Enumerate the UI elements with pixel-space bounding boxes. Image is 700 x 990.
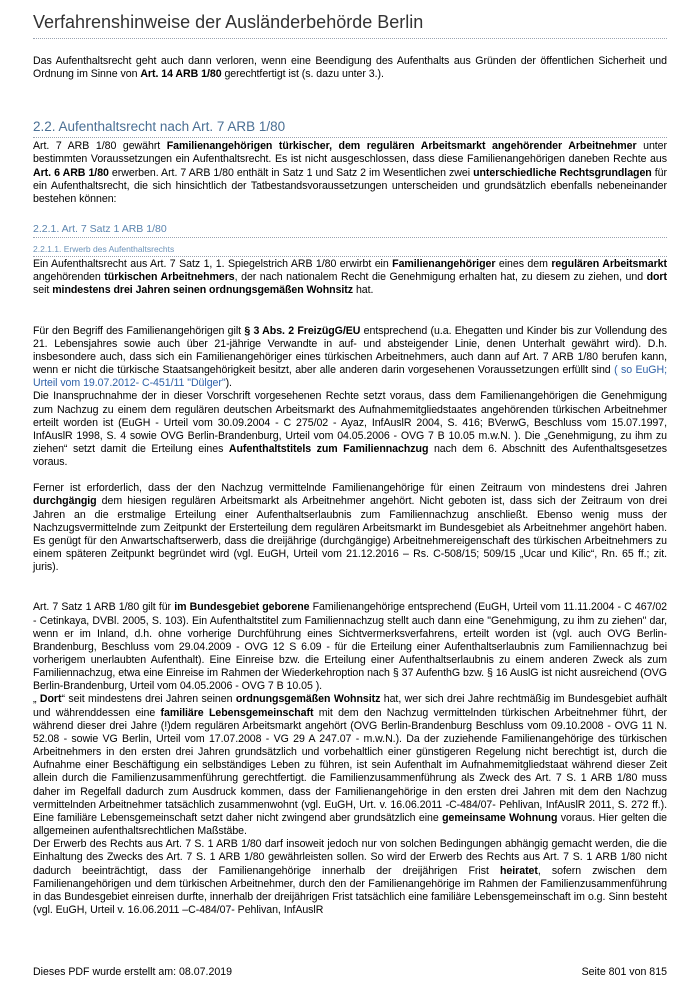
text-run: gerechtfertigt ist (s. dazu unter 3.). — [221, 68, 384, 81]
bold-run: Art. 6 ARB 1/80 — [33, 166, 109, 179]
text-run: , der nach nationalem Recht die Genehmigung erhalten hat, zu diesem zu ziehen, und — [234, 271, 647, 284]
bold-run: familiäre Lebensgemeinschaft — [160, 706, 314, 719]
text-run: Art. 7 ARB 1/80 gewährt — [33, 140, 167, 153]
bold-run: türkischen Arbeitnehmers — [104, 271, 235, 284]
text-run: unter bestimmten Voraussetzungen ein Aufenthaltsrecht. Es ist nicht ausgeschlossen, dass diese Familienangehörigen daneben Rechte aus — [33, 140, 667, 166]
text-run: „ — [33, 693, 40, 706]
bold-run: heiratet — [500, 864, 538, 877]
text-run: voraus. Hier gelten die allgemeinen aufenthaltsrechtlichen Maßstäbe. — [33, 811, 667, 838]
text-run: eines dem — [495, 258, 552, 271]
text-run: Ferner ist erforderlich, dass der den Nachzug vermittelnde Familienangehörige für einen Zeitraum von mindestens drei Jahren — [33, 482, 667, 495]
text-run: erwerben. Art. 7 ARB 1/80 enthält in Satz 1 und Satz 2 im Wesentlichen zwei — [108, 166, 474, 179]
section-heading-2-2: 2.2. Aufenthaltsrecht nach Art. 7 ARB 1/80 — [33, 118, 667, 138]
text-run: Ein Aufenthaltsrecht aus Art. 7 Satz 1, 1. Spiegelstrich ARB 1/80 erwirbt ein — [33, 258, 393, 271]
intro-paragraph — [33, 55, 667, 81]
text-run: nach dem 6. Abschnitt des Aufenthaltsgesetzes voraus. — [33, 442, 668, 469]
bold-run: Familienangehöriger — [392, 258, 496, 271]
text-run: ). — [225, 377, 232, 390]
text-run: Für den Begriff des Familienangehörigen gilt — [33, 324, 245, 337]
section-2-2-paragraph — [33, 140, 667, 206]
document-content — [33, 55, 667, 917]
bold-run: Art. 14 ARB 1/80 — [140, 68, 222, 81]
text-run: Familienangehörige entsprechend (EuGH, Urteil vom 11.11.2004 - C 467/02 - Cetinkaya, DVBl. 2005, S. 103). Ein Aufenthaltstitel zum Familiennachzug stellt auch dann eine "Genehmigung, zu ihm zu ziehen" dar, wenn er im Inland, d.h. ohne vorherige Durchführung eines Sichtvermerksverfahrens, erteilt worden ist (vgl. auch OVG Berlin-Brandenburg, Beschluss vom 29.04.2009 - OVG 12 S 6.09 - für die Erteilung einer Aufenthaltserlaubnis zum Familiennachzug bei vorherigem unerlaubten Aufenthalt). Eine Einreise bzw. die Erteilung einer Aufenthaltserlaubnis zu einem anderen Zweck als zum Familiennachzug, etwa eine Einreise im Rahmen der Wiederkehroption nach § 37 AufenthG bzw. § 16 AuslG ist nicht ausreichend (OVG Berlin-Brandenburg, Urteil vom 04.05.2006 - OVG 7 B 10.05 ). — [33, 601, 668, 693]
bold-run: Dort — [39, 693, 62, 706]
bold-run: Aufenthaltstitels zum Familiennachzug — [228, 442, 429, 455]
text-run: seit — [33, 284, 53, 297]
bold-run: unterschiedliche Rechtsgrundlagen — [473, 166, 652, 179]
text-run: hat. — [353, 284, 374, 297]
paragraph-erwerb — [33, 258, 667, 297]
text-run: Art. 7 Satz 1 ARB 1/80 gilt für — [33, 601, 175, 614]
text-run: für ein Aufenthaltsrecht, die sich hinsichtlich der Tatbestandsvoraussetzungen unterscheiden und grundsätzlich ebenfalls nebeneinander bestehen können: — [33, 166, 667, 205]
bold-run: dort — [646, 271, 667, 284]
section-heading-2-2-1-1: 2.2.1.1. Erwerb des Aufenthaltsrechts — [33, 244, 667, 257]
paragraph-dort-wohnsitz — [33, 693, 667, 838]
text-run: “ seit mindestens drei Jahren seinen — [61, 693, 236, 706]
text-run: Die Inanspruchnahme der in dieser Vorschrift vorgesehenen Rechte setzt voraus, dass dem Familienangehörigen die Genehmigung zum Nachzug zu einem dem regulären deutschen Arbeitsmarkt des Aufnahmemitgliedstaates angehörenden türkischen Arbeitnehmer erteilt worden ist (EuGH - Urteil vom 30.09.2004 - C 275/02 - Ayaz, InfAuslR 2004, S. 416; BVerwG, Beschluss vom 15.07.1997, InfAuslR 1998, S. 4 sowie OVG Berlin-Brandenburg, Urteil vom 04.05.2006 - OVG 7 B 10.05 m.w.N. ). Die „Genehmigung, zu ihm zu ziehen“ setzt damit die Erteilung eines — [33, 390, 667, 455]
footer-created-date: Dieses PDF wurde erstellt am: 08.07.2019 — [33, 966, 233, 978]
bold-run: im Bundesgebiet geborene — [174, 601, 310, 614]
paragraph-geborene — [33, 601, 667, 693]
text-run: angehörenden — [33, 271, 105, 284]
case-reference-link[interactable]: ( so EuGH; Urteil vom 19.07.2012- C-451/11 "Dülger" — [33, 364, 667, 390]
bold-run: gemeinsame Wohnung — [442, 811, 558, 824]
document-header-title: Verfahrenshinweise der Ausländerbehörde Berlin — [33, 10, 667, 39]
text-run: Der Erwerb des Rechts aus Art. 7 S. 1 ARB 1/80 darf insoweit jedoch nur von solchen Bedingungen abhängig gemacht werden, die die Einhaltung des Zwecks des Art. 7 S. 1 ARB 1/80 gewährleisten sollen. So wird der Erwerb des Rechts aus Art. 7 S. 1 ARB 1/80 nicht dadurch beeinträchtigt, dass der Familienangehörige innerhalb der dreijährigen Frist — [33, 838, 667, 877]
paragraph-ferner — [33, 482, 667, 574]
text-run: dem hiesigen regulären Arbeitsmarkt als Arbeitnehmer angehört. Nicht geboten ist, dass sich der Zeitraum von drei Jahren an die erstmalige Erteilung einer Aufenthaltserlaubnis zum Familiennachzug anschließt. Ebenso wenig muss der Nachzugsvermittelnde zum Zeitpunkt der Ersterteilung dem regulären Arbeitsmarkt im Bundesgebiet als Arbeitnehmer angehört haben. Es genügt für den Anwartschaftserwerb, dass die dreijährige (durchgängige) Arbeitnehmereigenschaft des türkischen Arbeitnehmers zu einem späteren Zeitpunkt begründet wird (vgl. EuGH, Urteil vom 21.12.2016 – Rs. C-508/15; 509/15 „Ucar und Kilic“, Rn. 65 ff.; zit. juris). — [33, 495, 667, 574]
section-heading-2-2-1: 2.2.1. Art. 7 Satz 1 ARB 1/80 — [33, 222, 667, 238]
paragraph-inanspruchnahme — [33, 390, 667, 469]
bold-run: regulären Arbeitsmarkt — [551, 258, 667, 271]
bold-run: durchgängig — [33, 495, 97, 508]
text-run: , sofern zwischen dem Familienangehörigen und dem türkischen Arbeitnehmer, durch den der Familienangehörige im Rahmen der Familienzusammenführung in das Bundesgebiet einreisen durfte, innerhalb der dreijährigen Frist tatsächlich eine familiäre Lebensgemeinschaft im o.g. Sinn besteht (vgl. EuGH, Urteil v. 16.06.2011 –C-484/07- Pehlivan, InfAuslR — [33, 864, 667, 916]
bold-run: § 3 Abs. 2 FreizügG/EU — [244, 324, 361, 337]
footer-page-number: Seite 801 von 815 — [581, 966, 667, 978]
bold-run: ordnungsgemäßen Wohnsitz — [235, 693, 381, 706]
text-run: entsprechend (u.a. Ehegatten und Kinder bis zur Vollendung des 21. Lebensjahres sowie auch über 21-jährige Verwandte in auf- und absteigender Linie, denen Unterhalt gewährt wird). D.h. insbesondere auch, dass sich ein Familienangehöriger eines türkischen Arbeitnehmers, auch dann auf Art. 7 ARB 1/80 berufen kann, wenn er nicht die türkische Staatsangehörigkeit besitzt, aber alle anderen darin vorgesehenen Voraussetzungen erfüllt sind — [33, 324, 667, 377]
text-run: hat, wer sich drei Jahre rechtmäßig im Bundesgebiet aufhält und währenddessen eine — [33, 693, 667, 719]
paragraph-familienangehoerige — [33, 325, 667, 391]
bold-run: mindestens drei Jahren seinen ordnungsgemäßen Wohnsitz — [52, 284, 354, 297]
text-run: Das Aufenthaltsrecht geht auch dann verloren, wenn eine Beendigung des Aufenthalts aus Gründen der öffentlichen Sicherheit und Ordnung im Sinne von — [33, 55, 667, 81]
bold-run: Familienangehörigen türkischer, dem regulären Arbeitsmarkt angehörender Arbeitnehmer — [166, 140, 637, 153]
text-run: mit dem den Nachzug vermittelnden türkischen Arbeitnehmer führt, der während dieser drei Jahre (!)dem regulären Arbeitsmarkt angehört (OVG Berlin-Brandenburg Beschluss vom 09.10.2008 - OVG 11 N. 52.08 - sowie VG Berlin, Urteil vom 17.07.2008 - VG 29 A 247.07 - m.w.N.). Da der zuziehende Familienangehörige des türkischen Arbeitnehmers in den ersten drei Jahren grundsätzlich und vorbehaltlich einer günstigeren Regelung nicht berechtigt ist, durch die Aufnahme einer Beschäftigung ein selbständiges Leben zu führen, ist sein Aufenthalt im Aufnahmemitgliedstaat während dieser Zeit allein durch die Familienzusammenführung gerechtfertigt. die Familienzusammenführung als Zweck des Art. 7 S. 1 ARB 1/80 muss daher im Regelfall dadurch zum Ausdruck kommen, dass der Familienangehörige in den ersten drei Jahren mit dem den Nachzug vermittelnden Arbeitnehmer tatsächlich zusammenwohnt (vgl. EuGH, Urt. v. 16.06.2011 -C-484/07- Pehlivan, InfAuslR 2011, S. 272 ff.). Eine familiäre Lebensgemeinschaft setzt daher nicht zwingend aber grundsätzlich eine — [33, 706, 668, 824]
paragraph-erwerb-bedingungen — [33, 838, 667, 917]
